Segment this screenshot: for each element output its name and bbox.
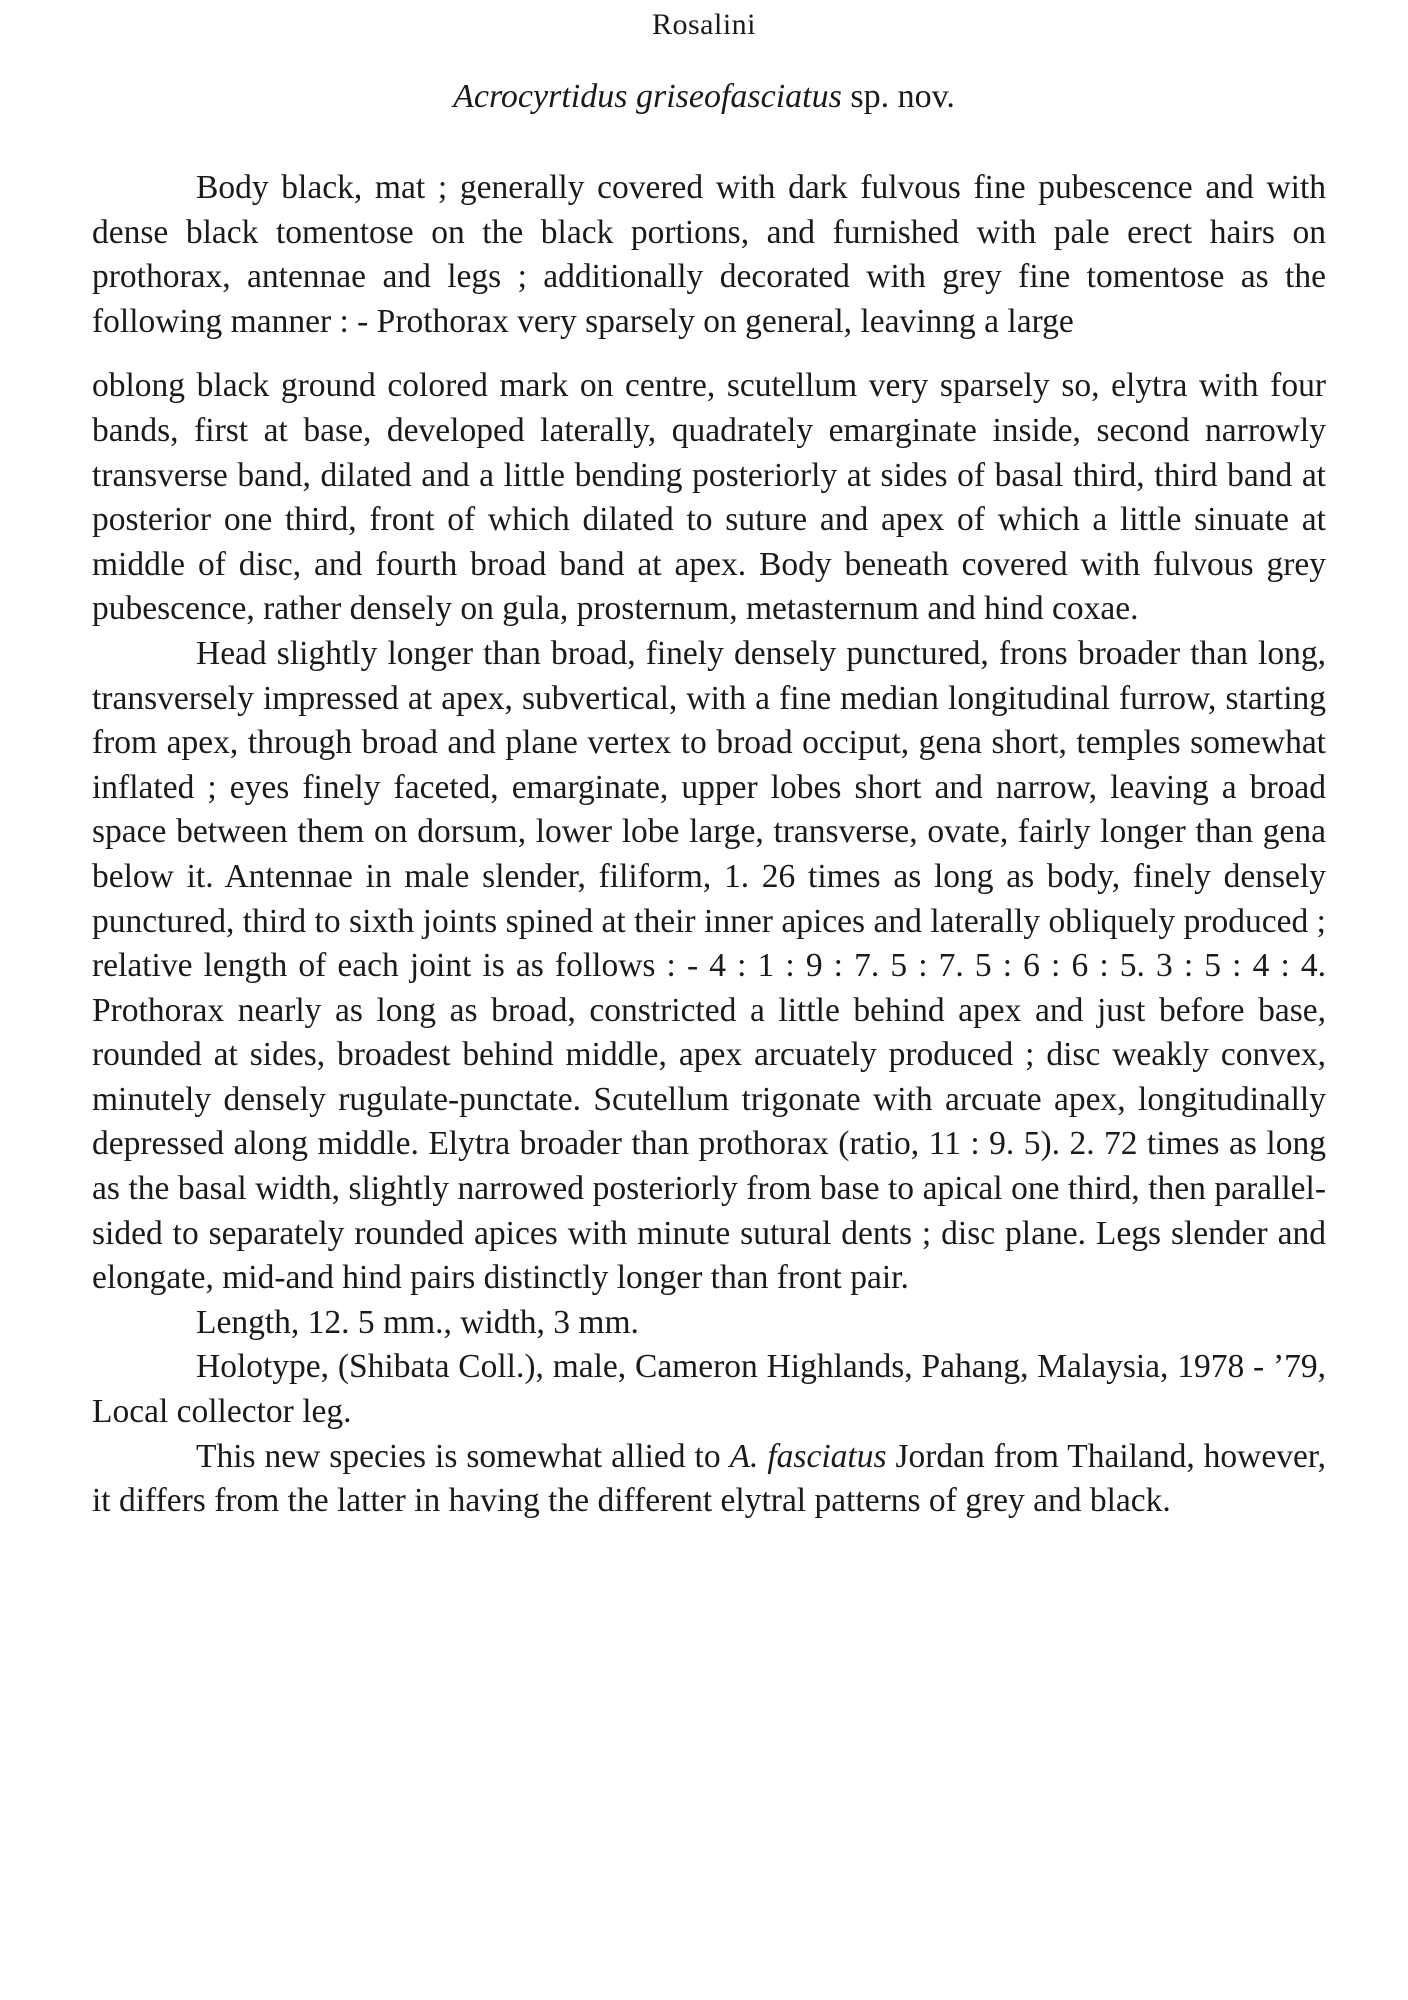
species-name: Acrocyrtidus griseofasciatus [453,78,842,115]
paragraph-holotype: Holotype, (Shibata Coll.), male, Cameron Highlands, Pahang, Malaysia, 1978 - ’79, Local collector leg. [92,1348,1326,1431]
paragraph-measurements: Length, 12. 5 mm., width, 3 mm. [196,1303,639,1341]
paragraph-coloration: Body black, mat ; generally covered with dark fulvous fine pubescence and with dense black tomentose on the black portions, and furnished with pale erect hairs on prothorax, antennae and legs ; additionally decorated with grey fine tomentose as the following manner : - Prothorax very sparsely on general, leavinng a large [92,169,1326,340]
comparison-text-end: Jordan from Thailand, however, it differs from the latter in having the different elytral patterns of grey and black. [92,1437,1327,1520]
running-head: Rosalini [651,8,756,41]
article-body [92,166,1326,1524]
species-title [0,78,1408,116]
paragraph-comparison [92,1435,1326,1524]
comparison-text-start: This new species is somewhat allied to [196,1437,721,1475]
paragraph-coloration-continued: oblong black ground colored mark on centre, scutellum very sparsely so, elytra with four bands, first at base, developed laterally, quadrately emarginate inside, second narrowly transverse band, dilated and a little bending posteriorly at sides of basal third, third band at posterior one third, front of which dilated to suture and apex of which a little sinuate at middle of disc, and fourth broad band at apex. Body beneath covered with fulvous grey pubescence, rather densely on gula, prosternum, metasternum and hind coxae. [92,367,1326,628]
paragraph-morphology: Head slightly longer than broad, finely densely punctured, frons broader than long, transversely impressed at apex, subvertical, with a fine median longitudinal furrow, starting from apex, through broad and plane vertex to broad occiput, gena short, temples somewhat inflated ; eyes finely faceted, emarginate, upper lobes short and narrow, leaving a broad space between them on dorsum, lower lobe large, transverse, ovate, fairly longer than gena below it. Antennae in male slender, filiform, 1. 26 times as long as body, finely densely punctured, third to sixth joints spined at their inner apices and laterally obliquely produced ; relative length of each joint is as follows : - 4 : 1 : 9 : 7. 5 : 7. 5 : 6 : 6 : 5. 3 : 5 : 4 : 4. Prothorax nearly as long as broad, constricted a little behind apex and just before base, rounded at sides, broadest behind middle, apex arcuately produced ; disc weakly convex, minutely densely rugulate-punctate. Scutellum trigonate with arcuate apex, longitudinally depressed along middle. Elytra broader than prothorax (ratio, 11 : 9. 5). 2. 72 times as long as the basal width, slightly narrowed posteriorly from base to apical one third, then parallel-sided to separately rounded apices with minute sutural dents ; disc plane. Legs slender and elongate, mid-and hind pairs distinctly longer than front pair. [92,634,1326,1297]
comparison-species: A. fasciatus [729,1437,887,1475]
species-suffix: sp. nov. [850,78,955,115]
